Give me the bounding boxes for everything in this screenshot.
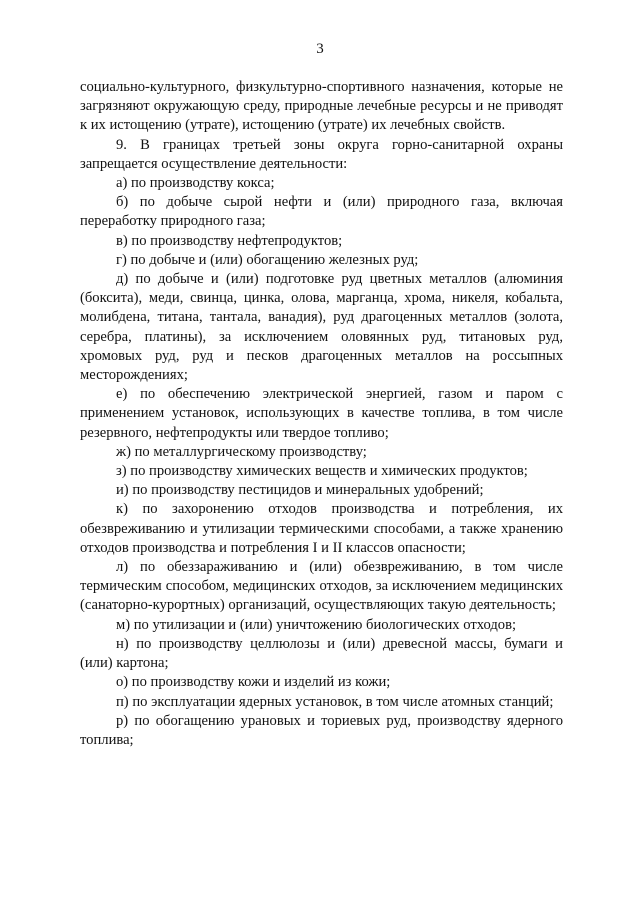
- list-item-k: к) по захоронению отходов производства и потребления, их обезвреживанию и утилизации термическими способами, а также хранению отходов производства и потребления I и II классов опасности;: [80, 501, 563, 556]
- page-number: 3: [316, 41, 324, 57]
- list-item-b: б) по добыче сырой нефти и (или) природного газа, включая переработку природного газа;: [80, 194, 563, 230]
- list-item-i: и) по производству пестицидов и минеральных удобрений;: [116, 482, 484, 499]
- list-item-zh: ж) по металлургическому производству;: [116, 443, 367, 460]
- list-item-v: в) по производству нефтепродуктов;: [116, 232, 343, 249]
- list-item-r: р) по обогащению урановых и ториевых руд, производству ядерного топлива;: [80, 712, 563, 748]
- list-item-a: а) по производству кокса;: [116, 175, 275, 192]
- paragraph-item-9: 9. В границах третьей зоны округа горно-санитарной охраны запрещается осуществление деятельности:: [80, 136, 563, 172]
- list-item-d: д) по добыче и (или) подготовке руд цветных металлов (алюминия (боксита), меди, свинца, цинка, олова, марганца, хрома, никеля, кобальта, молибдена, титана, тантала, ванадия), руд драгоценных металлов (золота, серебра, платины), за исключением оловянных руд, титановых руд, хромовых руд, руд и песков драгоценных металлов на россыпных месторождениях;: [80, 271, 563, 384]
- list-item-e: е) по обеспечению электрической энергией, газом и паром с применением установок, использующих в качестве топлива, в том числе резервного, нефтепродукты или твердое топливо;: [80, 386, 563, 441]
- list-item-m: м) по утилизации и (или) уничтожению биологических отходов;: [116, 616, 517, 633]
- list-item-z: з) по производству химических веществ и химических продуктов;: [116, 463, 528, 480]
- list-item-l: л) по обеззараживанию и (или) обезвреживанию, в том числе термическим способом, медицинских отходов, за исключением медицинских (санаторно-курортных) организаций, осуществляющих такую деятельность;: [80, 559, 563, 614]
- paragraph-continuation: социально-культурного, физкультурно-спортивного назначения, которые не загрязняют окружающую среду, природные лечебные ресурсы и не приводят к их истощению (утрате), истощению (утрате) их лечебных свойств.: [80, 79, 563, 134]
- list-item-o: о) по производству кожи и изделий из кожи;: [116, 674, 391, 691]
- list-item-g: г) по добыче и (или) обогащению железных руд;: [116, 251, 419, 268]
- list-item-p: п) по эксплуатации ядерных установок, в том числе атомных станций;: [116, 693, 554, 710]
- document-body: [80, 78, 563, 750]
- list-item-n: н) по производству целлюлозы и (или) древесной массы, бумаги и (или) картона;: [80, 635, 563, 672]
